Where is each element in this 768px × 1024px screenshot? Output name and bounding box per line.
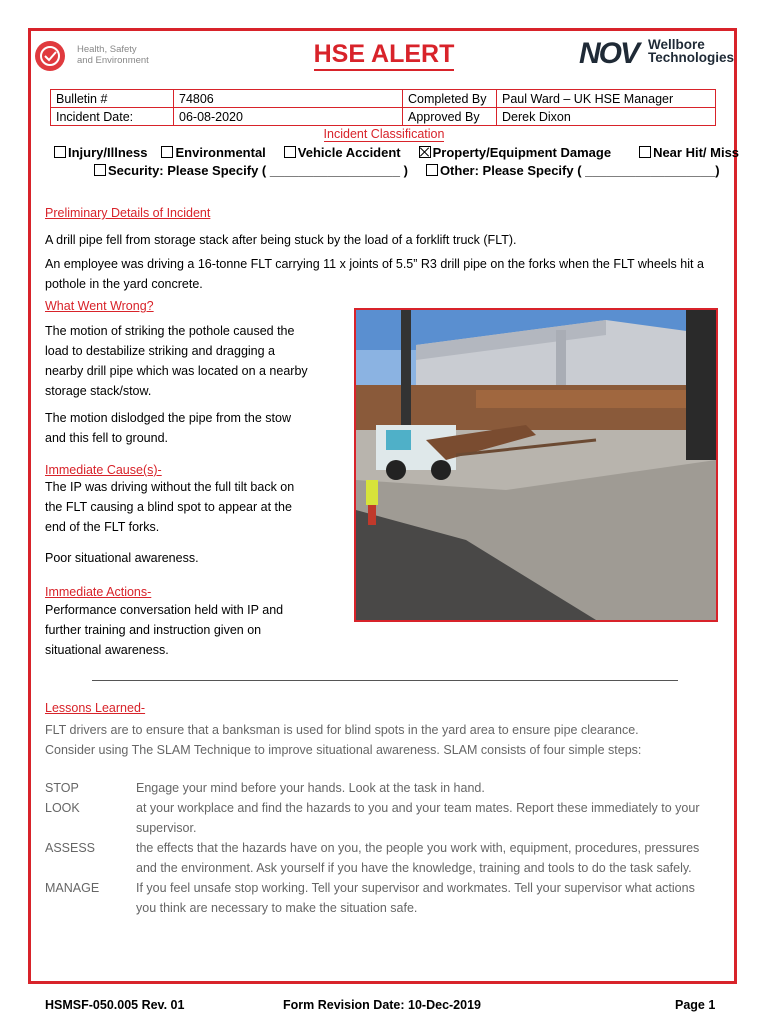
- checkbox-icon: [284, 146, 296, 158]
- classification-row-2: [94, 163, 720, 178]
- bulletin-info-table: [50, 89, 716, 126]
- checkbox-property-damage[interactable]: Property/Equipment Damage: [419, 145, 611, 160]
- checkbox-icon: [426, 164, 438, 176]
- immediate-actions-text: Performance conversation held with IP and further training and instruction given on situational awareness.: [45, 603, 284, 657]
- immediate-causes-extra: Poor situational awareness.: [45, 551, 199, 565]
- lessons-line-2: Consider using The SLAM Technique to improve situational awareness. SLAM consists of four simple steps:: [45, 743, 642, 757]
- checkbox-near-hit[interactable]: Near Hit/ Miss: [639, 145, 739, 160]
- immediate-causes-heading: Immediate Cause(s)-: [45, 463, 162, 477]
- checkbox-icon: [161, 146, 173, 158]
- company-logo: NOV: [579, 37, 639, 70]
- footer-revision-date: Form Revision Date: 10-Dec-2019: [283, 998, 481, 1012]
- lessons-heading: Lessons Learned-: [45, 701, 146, 715]
- page-title: HSE ALERT: [0, 40, 768, 69]
- classification-title: Incident Classification: [323, 127, 445, 141]
- incident-date-label: Incident Date:: [51, 108, 174, 126]
- preliminary-para-1: A drill pipe fell from storage stack after being stuck by the load of a forklift truck (FLT).: [45, 233, 517, 247]
- checkbox-vehicle-accident[interactable]: Vehicle Accident: [284, 145, 401, 160]
- step-def-assess: the effects that the hazards have on you, the people you work with, equipment, procedures, pressures and the environment. Ask yourself if you have the knowledge, training and tools to do the task safely.: [136, 841, 700, 875]
- checkbox-security[interactable]: Security: Please Specify ( __________________ ): [94, 163, 408, 178]
- checkbox-icon: [94, 164, 106, 176]
- step-term-manage: MANAGE: [45, 881, 100, 895]
- company-name: Wellbore Technologies: [648, 37, 735, 65]
- step-term-stop: STOP: [45, 781, 79, 795]
- checkbox-injury[interactable]: Injury/Illness: [54, 145, 147, 160]
- checkbox-environmental[interactable]: Environmental: [161, 145, 265, 160]
- incident-photo: [354, 308, 718, 622]
- footer-page-number: Page 1: [675, 998, 716, 1012]
- immediate-actions-heading: Immediate Actions-: [45, 585, 152, 599]
- immediate-causes-text: The IP was driving without the full tilt back on the FLT causing a blind spot to appear at the end of the FLT forks.: [45, 480, 295, 534]
- preliminary-para-2: An employee was driving a 16-tonne FLT carrying 11 x joints of 5.5” R3 drill pipe on the forks when the FLT wheels hit a pothole in the yard concrete.: [45, 257, 704, 291]
- approved-by-value: Derek Dixon: [497, 108, 716, 126]
- checkbox-icon: [54, 146, 66, 158]
- lessons-line-1: FLT drivers are to ensure that a banksman is used for blind spots in the yard area to ensure pipe clearance.: [45, 723, 639, 737]
- preliminary-heading: Preliminary Details of Incident: [45, 206, 211, 220]
- classification-row-1: [54, 145, 739, 160]
- hse-logo-text: Health, Safety and Environment: [77, 44, 149, 66]
- step-def-stop: Engage your mind before your hands. Look at the task in hand.: [136, 781, 485, 795]
- checkbox-other[interactable]: Other: Please Specify ( __________________): [426, 163, 720, 178]
- completed-by-value: Paul Ward – UK HSE Manager: [497, 90, 716, 108]
- step-term-look: LOOK: [45, 801, 80, 815]
- what-went-wrong-heading: What Went Wrong?: [45, 299, 154, 313]
- step-def-look: at your workplace and find the hazards to you and your team mates. Report these immediately to your supervisor.: [136, 801, 700, 835]
- what-went-wrong-text-1: The motion of striking the pothole caused the load to destabilize striking and dragging a nearby drill pipe which was located on a nearby storage stack/stow.: [45, 324, 308, 398]
- step-term-assess: ASSESS: [45, 841, 96, 855]
- bulletin-label: Bulletin #: [51, 90, 174, 108]
- bulletin-value: 74806: [174, 90, 403, 108]
- incident-date-value: 06-08-2020: [174, 108, 403, 126]
- step-def-manage: If you feel unsafe stop working. Tell your supervisor and workmates. Tell your supervisor what actions you think are necessary to make the situation safe.: [136, 881, 695, 915]
- completed-by-label: Completed By: [403, 90, 497, 108]
- section-divider: [92, 680, 678, 681]
- checkbox-icon: [639, 146, 651, 158]
- footer-form-id: HSMSF-050.005 Rev. 01: [45, 998, 185, 1012]
- approved-by-label: Approved By: [403, 108, 497, 126]
- what-went-wrong-text-2: The motion dislodged the pipe from the stow and this fell to ground.: [45, 411, 291, 445]
- checked-checkbox-icon: [419, 146, 431, 158]
